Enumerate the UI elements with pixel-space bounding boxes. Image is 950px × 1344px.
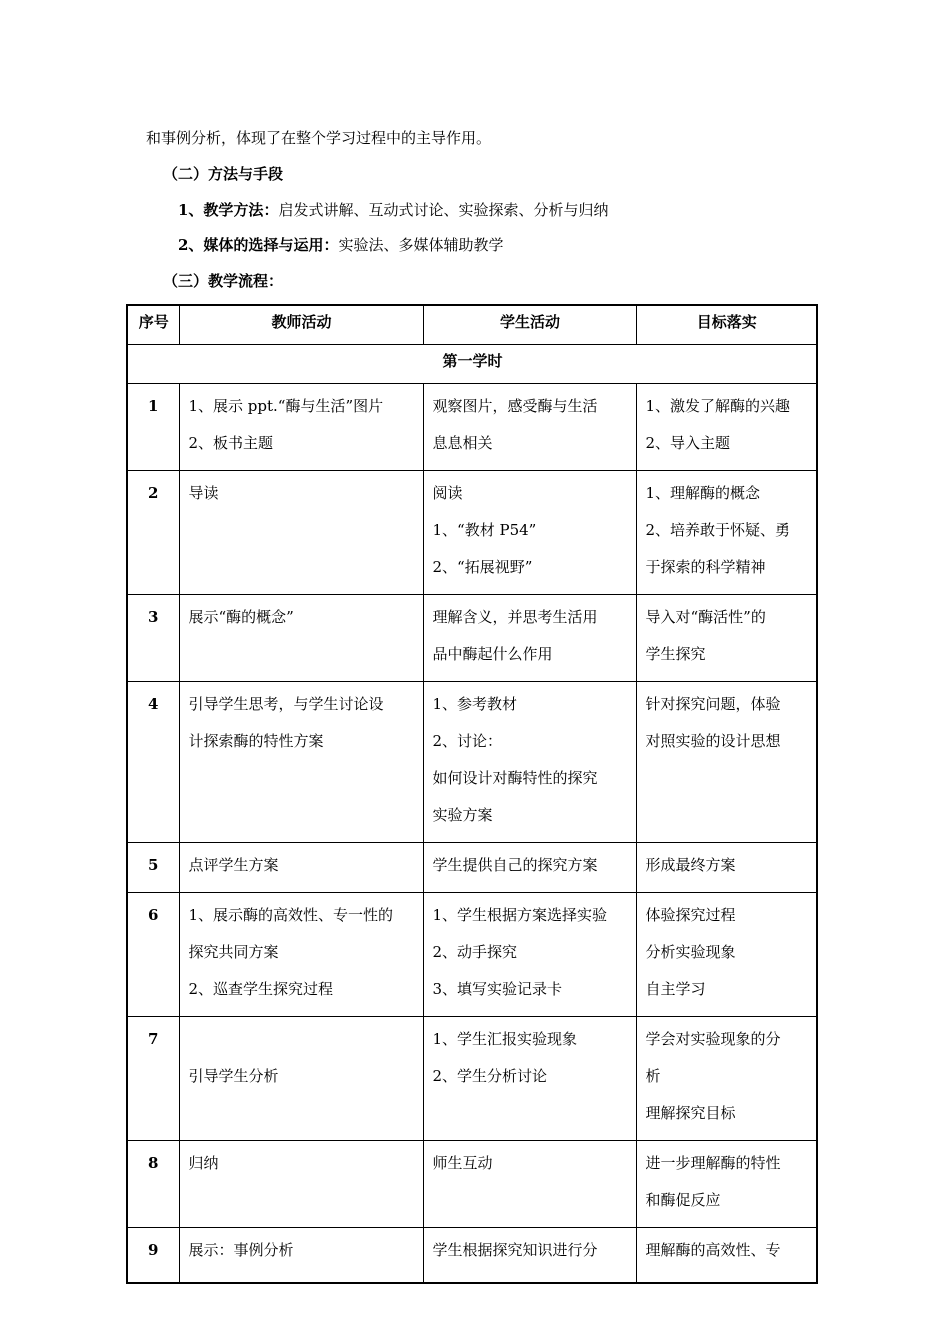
student-activity-line: 息息相关: [432, 434, 493, 452]
goal-achievement-line: 自主学习: [645, 980, 706, 998]
intro-line: 和事例分析，体现了在整个学习过程中的主导作用。: [146, 129, 492, 147]
row-number: 5: [127, 843, 179, 893]
student-activity-line: 1、“教材 P54”: [432, 521, 537, 539]
student-activity-cell: [423, 1228, 636, 1284]
method-1-text: 启发式讲解、互动式讨论、实验探索、分析与归纳: [278, 201, 609, 219]
goal-achievement-line: 对照实验的设计思想: [645, 732, 781, 750]
table-row: [127, 1017, 817, 1141]
student-activity-cell: [423, 595, 636, 682]
heading-flow: （三）教学流程：: [163, 272, 284, 290]
teacher-activity-line: 展示：事例分析: [188, 1241, 294, 1259]
row-number: 7: [127, 1017, 179, 1141]
teacher-activity-cell: [179, 843, 423, 893]
row-number: 3: [127, 595, 179, 682]
goal-achievement-line: 和酶促反应: [645, 1191, 721, 1209]
teacher-activity-line: [189, 1029, 415, 1049]
section-row: [127, 345, 817, 384]
goal-achievement-line: 2、导入主题: [645, 434, 731, 452]
table-row: [127, 471, 817, 595]
student-activity-cell: [423, 682, 636, 843]
student-activity-cell: [423, 843, 636, 893]
row-number: 2: [127, 471, 179, 595]
goal-achievement-line: 1、激发了解酶的兴趣: [645, 397, 791, 415]
teacher-activity-cell: [179, 471, 423, 595]
header-teacher: 教师活动: [179, 305, 423, 345]
student-activity-line: 2、讨论：: [432, 732, 503, 750]
goal-achievement-line: 理解酶的高效性、专: [645, 1241, 781, 1259]
method-1-label: 1、教学方法：: [178, 201, 279, 219]
row-number: 1: [127, 384, 179, 471]
goal-achievement-cell: [636, 384, 817, 471]
table-row: [127, 682, 817, 843]
teacher-activity-line: 导读: [188, 484, 219, 502]
table-header-row: [127, 305, 817, 345]
table-row: [127, 843, 817, 893]
table-row: [127, 384, 817, 471]
student-activity-line: 理解含义，并思考生活用: [432, 608, 598, 626]
row-number: 8: [127, 1141, 179, 1228]
goal-achievement-cell: [636, 682, 817, 843]
header-number: 序号: [127, 305, 179, 345]
goal-achievement-line: 学会对实验现象的分: [645, 1030, 781, 1048]
goal-achievement-line: 导入对“酶活性”的: [645, 608, 766, 626]
goal-achievement-line: 1、理解酶的概念: [645, 484, 761, 502]
goal-achievement-line: 析: [645, 1067, 661, 1085]
teacher-activity-line: 1、展示 ppt.“酶与生活”图片: [188, 397, 384, 415]
student-activity-line: 如何设计对酶特性的探究: [432, 769, 598, 787]
row-number: 6: [127, 893, 179, 1017]
teacher-activity-cell: [179, 1228, 423, 1284]
table-row: [127, 1228, 817, 1284]
student-activity-line: 2、学生分析讨论: [432, 1067, 548, 1085]
student-activity-line: 品中酶起什么作用: [432, 645, 553, 663]
student-activity-line: 2、动手探究: [432, 943, 518, 961]
header-student: 学生活动: [423, 305, 636, 345]
student-activity-line: 学生根据探究知识进行分: [432, 1241, 598, 1259]
teacher-activity-line: 计探索酶的特性方案: [188, 732, 324, 750]
teacher-activity-line: 点评学生方案: [188, 856, 279, 874]
goal-achievement-line: 学生探究: [645, 645, 706, 663]
teacher-activity-line: 引导学生分析: [188, 1067, 279, 1085]
student-activity-cell: [423, 1017, 636, 1141]
goal-achievement-cell: [636, 471, 817, 595]
student-activity-line: 实验方案: [432, 806, 493, 824]
goal-achievement-line: 2、培养敢于怀疑、勇: [645, 521, 791, 539]
method-2-label: 2、媒体的选择与运用：: [178, 236, 339, 254]
teacher-activity-cell: [179, 893, 423, 1017]
table-row: [127, 1141, 817, 1228]
student-activity-cell: [423, 471, 636, 595]
student-activity-cell: [423, 384, 636, 471]
teacher-activity-line: 引导学生思考，与学生讨论设: [188, 695, 384, 713]
teacher-activity-line: 探究共同方案: [188, 943, 279, 961]
goal-achievement-line: 理解探究目标: [645, 1104, 736, 1122]
student-activity-line: 1、参考教材: [432, 695, 518, 713]
goal-achievement-line: 针对探究问题，体验: [645, 695, 781, 713]
student-activity-line: 学生提供自己的探究方案: [432, 856, 598, 874]
goal-achievement-cell: [636, 1017, 817, 1141]
goal-achievement-cell: [636, 1228, 817, 1284]
teacher-activity-line: 归纳: [188, 1154, 219, 1172]
goal-achievement-cell: [636, 843, 817, 893]
teacher-activity-cell: [179, 1141, 423, 1228]
goal-achievement-line: 体验探究过程: [645, 906, 736, 924]
student-activity-line: 观察图片，感受酶与生活: [432, 397, 598, 415]
student-activity-cell: [423, 893, 636, 1017]
row-number: 4: [127, 682, 179, 843]
table-row: [127, 595, 817, 682]
teacher-activity-line: 展示“酶的概念”: [188, 608, 294, 626]
teacher-activity-cell: [179, 682, 423, 843]
student-activity-line: 阅读: [432, 484, 463, 502]
student-activity-line: 3、填写实验记录卡: [432, 980, 563, 998]
teacher-activity-cell: [179, 595, 423, 682]
goal-achievement-cell: [636, 595, 817, 682]
goal-achievement-line: 分析实验现象: [645, 943, 736, 961]
teacher-activity-line: 1、展示酶的高效性、专一性的: [188, 906, 394, 924]
method-2-text: 实验法、多媒体辅助教学: [338, 236, 504, 254]
goal-achievement-cell: [636, 893, 817, 1017]
student-activity-line: 2、“拓展视野”: [432, 558, 533, 576]
heading-methods: （二）方法与手段: [163, 165, 284, 183]
teacher-activity-line: 2、板书主题: [188, 434, 274, 452]
goal-achievement-line: 进一步理解酶的特性: [645, 1154, 781, 1172]
student-activity-line: 1、学生根据方案选择实验: [432, 906, 608, 924]
student-activity-line: 1、学生汇报实验现象: [432, 1030, 578, 1048]
teacher-activity-cell: [179, 1017, 423, 1141]
row-number: 9: [127, 1228, 179, 1284]
teacher-activity-cell: [179, 384, 423, 471]
method-1: [178, 200, 608, 220]
table-row: [127, 893, 817, 1017]
student-activity-cell: [423, 1141, 636, 1228]
student-activity-line: 师生互动: [432, 1154, 493, 1172]
goal-achievement-cell: [636, 1141, 817, 1228]
method-2: [178, 235, 503, 255]
teacher-activity-line: 2、巡查学生探究过程: [188, 980, 334, 998]
header-goal: 目标落实: [636, 305, 817, 345]
section-title: 第一学时: [127, 345, 817, 384]
goal-achievement-line: 形成最终方案: [645, 856, 736, 874]
teaching-flow-table: [126, 304, 818, 1284]
goal-achievement-line: 于探索的科学精神: [645, 558, 766, 576]
